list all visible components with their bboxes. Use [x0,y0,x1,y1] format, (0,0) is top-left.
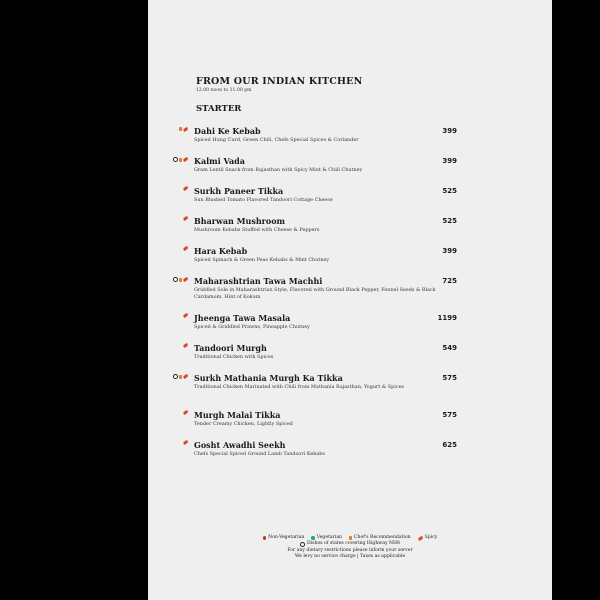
menu-item [148,156,552,186]
legend-non-veg-label: Non-Vegetarian [268,535,305,540]
legend-spicy-label: Spicy [424,535,438,540]
highway-icon [173,157,178,162]
chili-icon [183,216,189,221]
menu-item-name: Tandoori Murgh [194,343,267,353]
chef-hat-icon [179,375,182,379]
menu-item-price: 625 [442,441,457,449]
menu-item-price: 525 [442,217,457,225]
menu-item-name: Dahi Ke Kebab [194,126,261,136]
menu-item [148,313,552,343]
chef-hat-icon [179,158,182,162]
highway-icon [300,542,305,547]
menu-item-description: Gram Lentil Snack from Rajasthan with Spicy Mint & Chili Chutney [194,167,363,173]
chili-icon [183,410,189,415]
menu-item-icons [183,247,188,250]
legend-chef-label: Chef's Recommendation [354,535,411,540]
legend-highway-label: Dishes of states covering Highway NH8 [307,541,400,547]
chili-icon [183,127,189,132]
menu-item-icons [183,344,188,347]
menu-item-price: 725 [442,277,457,285]
menu-item-description: Spiced Hung Curd, Green Chili, Chefs Special Spices & Coriander [194,137,359,143]
menu-item-description: Tender Creamy Chicken, Lightly Spiced [194,421,293,427]
chili-icon [183,246,189,251]
menu-item-description: Spiced & Griddled Prawns, Pineapple Chutney [194,324,310,330]
menu-item-description: Traditional Chicken Marinated with Chili from Mathania Rajasthan, Yogurt & Spices [194,384,404,390]
chili-icon [417,536,423,541]
legend-veg-label: Vegetarian [316,535,343,540]
footer-dietary-note: For any dietary restrictions please inform your server [287,547,413,553]
menu-item [148,343,552,373]
menu-item-name: Surkh Mathania Murgh Ka Tikka [194,373,343,383]
menu-item [148,440,552,470]
menu-item-name: Surkh Paneer Tikka [194,186,284,196]
menu-item-price: 549 [442,344,457,352]
non-veg-icon [263,536,267,540]
menu-item [148,216,552,246]
legend-non-veg [263,535,305,541]
chili-icon [183,313,189,318]
menu-item-icons [183,411,188,414]
chili-icon [183,186,189,191]
menu-item [148,186,552,216]
menu-item-price: 1199 [437,314,457,322]
chili-icon [183,374,189,379]
menu-item-description: Sun Blushed Tomato Flavored Tandoori Cottage Cheese [194,197,333,203]
menu-items [148,126,552,470]
menu-item [148,126,552,156]
menu-item-name: Maharashtrian Tawa Machhi [194,276,323,286]
chef-hat-icon [349,536,352,540]
menu-item-description: Traditional Chicken with Spices [194,354,274,360]
veg-icon [311,536,315,540]
menu-item-icons [173,374,188,379]
menu-item-icons [183,314,188,317]
menu-item [148,246,552,276]
menu-item [148,373,552,410]
menu-item-description: Chefs Special Spiced Ground Lamb Tandoori Kebabs [194,451,325,457]
menu-page [148,0,552,600]
menu-item [148,410,552,440]
menu-item-price: 575 [442,411,457,419]
chili-icon [183,157,189,162]
menu-item-price: 399 [442,247,457,255]
menu-item-icons [183,187,188,190]
menu-item-icons [173,277,188,282]
chili-icon [183,277,189,282]
menu-item-name: Jheenga Tawa Masala [194,313,291,323]
menu-item-name: Kalmi Vada [194,156,245,166]
menu-item-icons [173,157,188,162]
chili-icon [183,343,189,348]
menu-item-icons [183,217,188,220]
menu-item-name: Murgh Malai Tikka [194,410,281,420]
section-subtitle: STARTER [196,104,242,114]
footer-tax-note: We levy no service charge | Taxes as applicable [294,554,406,560]
menu-footer [148,535,552,561]
menu-item-description: Mushroom Kebabs Stuffed with Cheese & Peppers [194,227,320,233]
menu-item-description: Spiced Spinach & Green Peas Kebabs & Mint Chutney [194,257,330,263]
menu-item-price: 525 [442,187,457,195]
menu-item-name: Bharwan Mushroom [194,216,285,226]
chili-icon [183,440,189,445]
menu-item-name: Gosht Awadhi Seekh [194,440,286,450]
menu-item-price: 399 [442,127,457,135]
menu-item-price: 575 [442,374,457,382]
menu-item-icons [179,127,188,131]
chef-hat-icon [179,278,182,282]
menu-item-price: 399 [442,157,457,165]
chef-hat-icon [179,127,182,131]
highway-icon [173,374,178,379]
menu-item-icons [183,441,188,444]
menu-item-description: Griddled Sole in Maharashtrian Style, Flavored with Ground Black Pepper, Fennel Seeds & Black Cardamom, Hint of Kokum [194,287,436,300]
legend-spicy [418,535,438,541]
section-title: FROM OUR INDIAN KITCHEN [196,76,363,87]
menu-item [148,276,552,313]
highway-icon [173,277,178,282]
menu-item-name: Hara Kebab [194,246,248,256]
section-hours: 12.00 noon to 11.00 pm [196,88,252,93]
